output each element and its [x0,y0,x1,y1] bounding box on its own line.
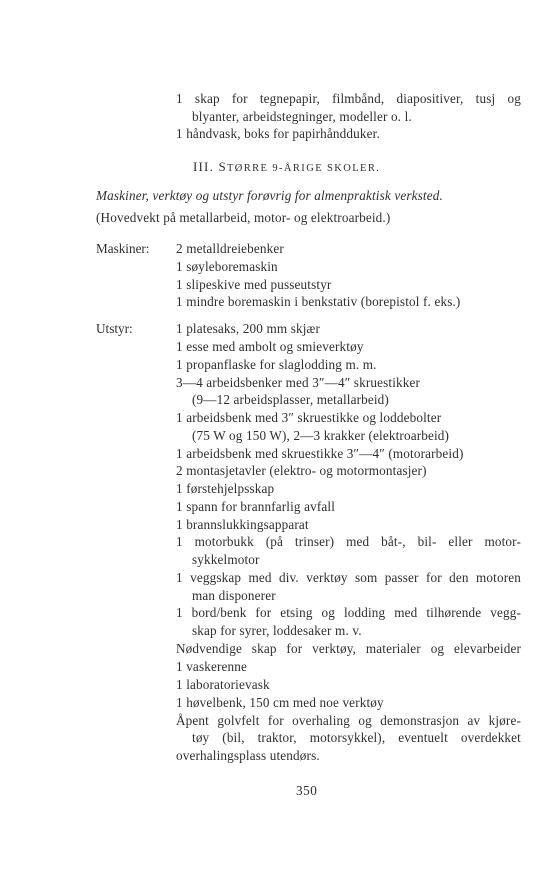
page-number: 350 [296,783,318,798]
section-title-initial: S [218,159,227,174]
intro-line-2: blyanter, arbeidstegninger, modeller o. l. [192,109,412,124]
utstyr-line: 1 høvelbenk, 150 cm med noe verktøy [176,695,384,710]
utstyr-label: Utstyr: [96,321,133,336]
utstyr-line: 1 brannslukkingsapparat [176,517,309,532]
section-heading [193,158,380,177]
utstyr-line: man disponerer [192,588,276,603]
utstyr-line: 1 esse med ambolt og smieverktøy [176,339,364,354]
utstyr-line: 1 vaskerenne [176,659,248,674]
utstyr-line: 1 arbeidsbenk med skruestikke 3″—4″ (motorarbeid) [176,446,464,461]
maskiner-item: 1 mindre boremaskin i benkstativ (borepistol f. eks.) [176,294,461,309]
utstyr-line: Nødvendige skap for verktøy, materialer og elevarbeider [176,641,521,656]
utstyr-line: skap for syrer, loddesaker m. v. [192,623,362,638]
utstyr-line: overhalingsplass utendørs. [176,748,320,763]
section-note: (Hovedvekt på metallarbeid, motor- og elektroarbeid.) [96,210,391,225]
utstyr-line: (9—12 arbeidsplasser, metallarbeid) [192,392,389,407]
section-subtitle: Maskiner, verktøy og utstyr forøvrig for almenpraktisk verksted. [96,188,443,203]
utstyr-line: 1 propanflaske for slaglodding m. m. [176,357,377,372]
utstyr-line: 1 spann for brannfarlig avfall [176,499,336,514]
section-numeral: III. [193,159,215,174]
maskiner-label: Maskiner: [96,241,150,256]
utstyr-line: 2 montasjetavler (elektro- og motormontasjer) [176,463,427,478]
maskiner-item: 1 slipeskive med pusseutstyr [176,277,332,292]
utstyr-line: 1 laboratorievask [176,677,270,692]
utstyr-line: sykkelmotor [192,552,260,567]
utstyr-line: 3—4 arbeidsbenker med 3″—4″ skruestikker [176,375,421,390]
intro-line-3: 1 håndvask, boks for papirhåndduker. [176,126,380,141]
utstyr-line: tøy (bil, traktor, motorsykkel), eventuelt overdekket [192,730,521,745]
maskiner-item: 2 metalldreiebenker [176,241,284,256]
utstyr-line: 1 førstehjelpsskap [176,481,275,496]
utstyr-line: 1 motorbukk (på trinser) med båt-, bil- eller motor- [176,534,521,549]
utstyr-line: 1 veggskap med div. verktøy som passer for den motoren [176,570,521,585]
intro-line-1: 1 skap for tegnepapir, filmbånd, diapositiver, tusj og [176,91,521,106]
utstyr-line: Åpent golvfelt for overhaling og demonstrasjon av kjøre- [176,713,521,728]
section-title-rest: TØRRE 9-ÅRIGE SKOLER. [226,163,381,174]
utstyr-line: 1 platesaks, 200 mm skjær [176,321,321,336]
utstyr-line: 1 arbeidsbenk med 3″ skruestikke og loddebolter [176,410,442,425]
maskiner-item: 1 søyleboremaskin [176,259,278,274]
utstyr-line: 1 bord/benk for etsing og lodding med tilhørende vegg- [176,605,521,620]
utstyr-line: (75 W og 150 W), 2—3 krakker (elektroarbeid) [192,428,450,443]
